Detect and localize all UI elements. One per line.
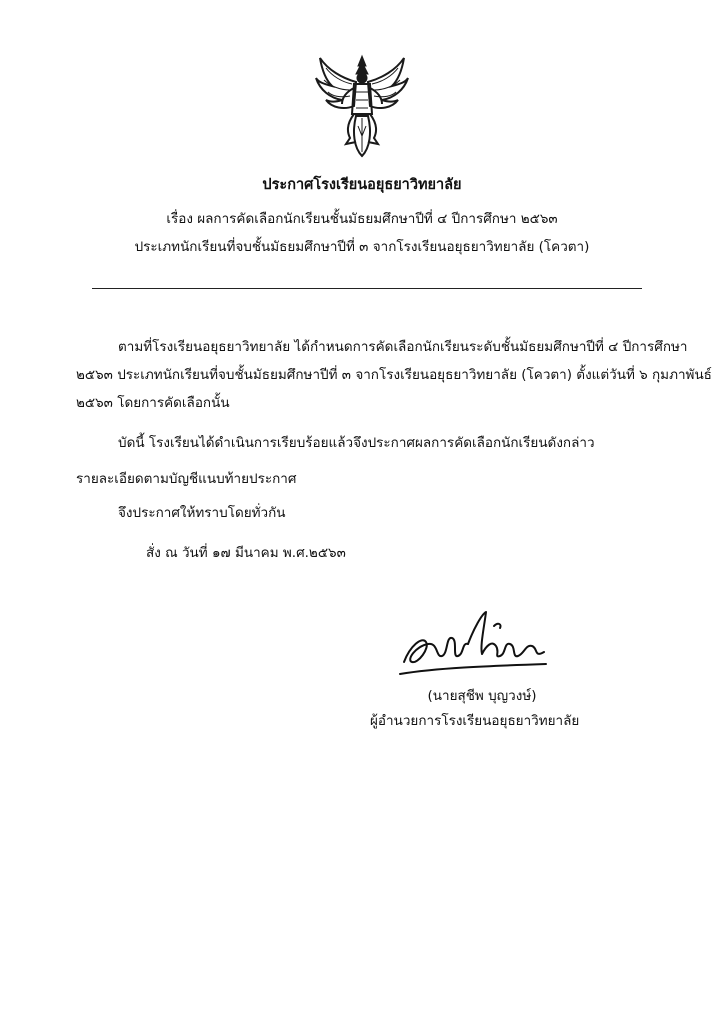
paragraph-1-line-1: ตามที่โรงเรียนอยุธยาวิทยาลัย ได้กำหนดการคัดเลือกนักเรียนระดับชั้นมัธยมศึกษาปีที่ ๔ ปีการศึกษา [118,339,688,355]
date-line: สั่ง ณ วันที่ ๑๗ มีนาคม พ.ศ.๒๕๖๓ [146,545,346,561]
announcement-title: ประกาศโรงเรียนอยุธยาวิทยาลัย [262,177,462,193]
paragraph-1-line-2: ๒๕๖๓ ประเภทนักเรียนที่จบชั้นมัธยมศึกษาปีที่ ๓ จากโรงเรียนอยุธยาวิทยาลัย (โควตา) ตั้งแต่วันที่ ๖ กุมภาพันธ์ [76,367,712,383]
announcement-category: ประเภทนักเรียนที่จบชั้นมัธยมศึกษาปีที่ ๓ จากโรงเรียนอยุธยาวิทยาลัย (โควตา) [134,239,590,255]
header-divider [92,288,642,289]
paragraph-2: บัดนี้ โรงเรียนได้ดำเนินการเรียบร้อยแล้วจึงประกาศผลการคัดเลือกนักเรียนดังกล่าว [118,435,595,451]
announcement-subject: เรื่อง ผลการคัดเลือกนักเรียนชั้นมัธยมศึกษาปีที่ ๔ ปีการศึกษา ๒๕๖๓ [166,211,558,227]
garuda-emblem-icon [312,52,412,160]
signer-title: ผู้อำนวยการโรงเรียนอยุธยาวิทยาลัย [370,713,580,729]
paragraph-4: จึงประกาศให้ทราบโดยทั่วกัน [118,505,286,521]
signer-name: (นายสุชีพ บุญวงษ์) [427,688,537,704]
paragraph-3: รายละเอียดตามบัญชีแนบท้ายประกาศ [76,471,297,487]
handwritten-signature [396,606,554,680]
paragraph-1-line-3: ๒๕๖๓ โดยการคัดเลือกนั้น [76,395,230,411]
